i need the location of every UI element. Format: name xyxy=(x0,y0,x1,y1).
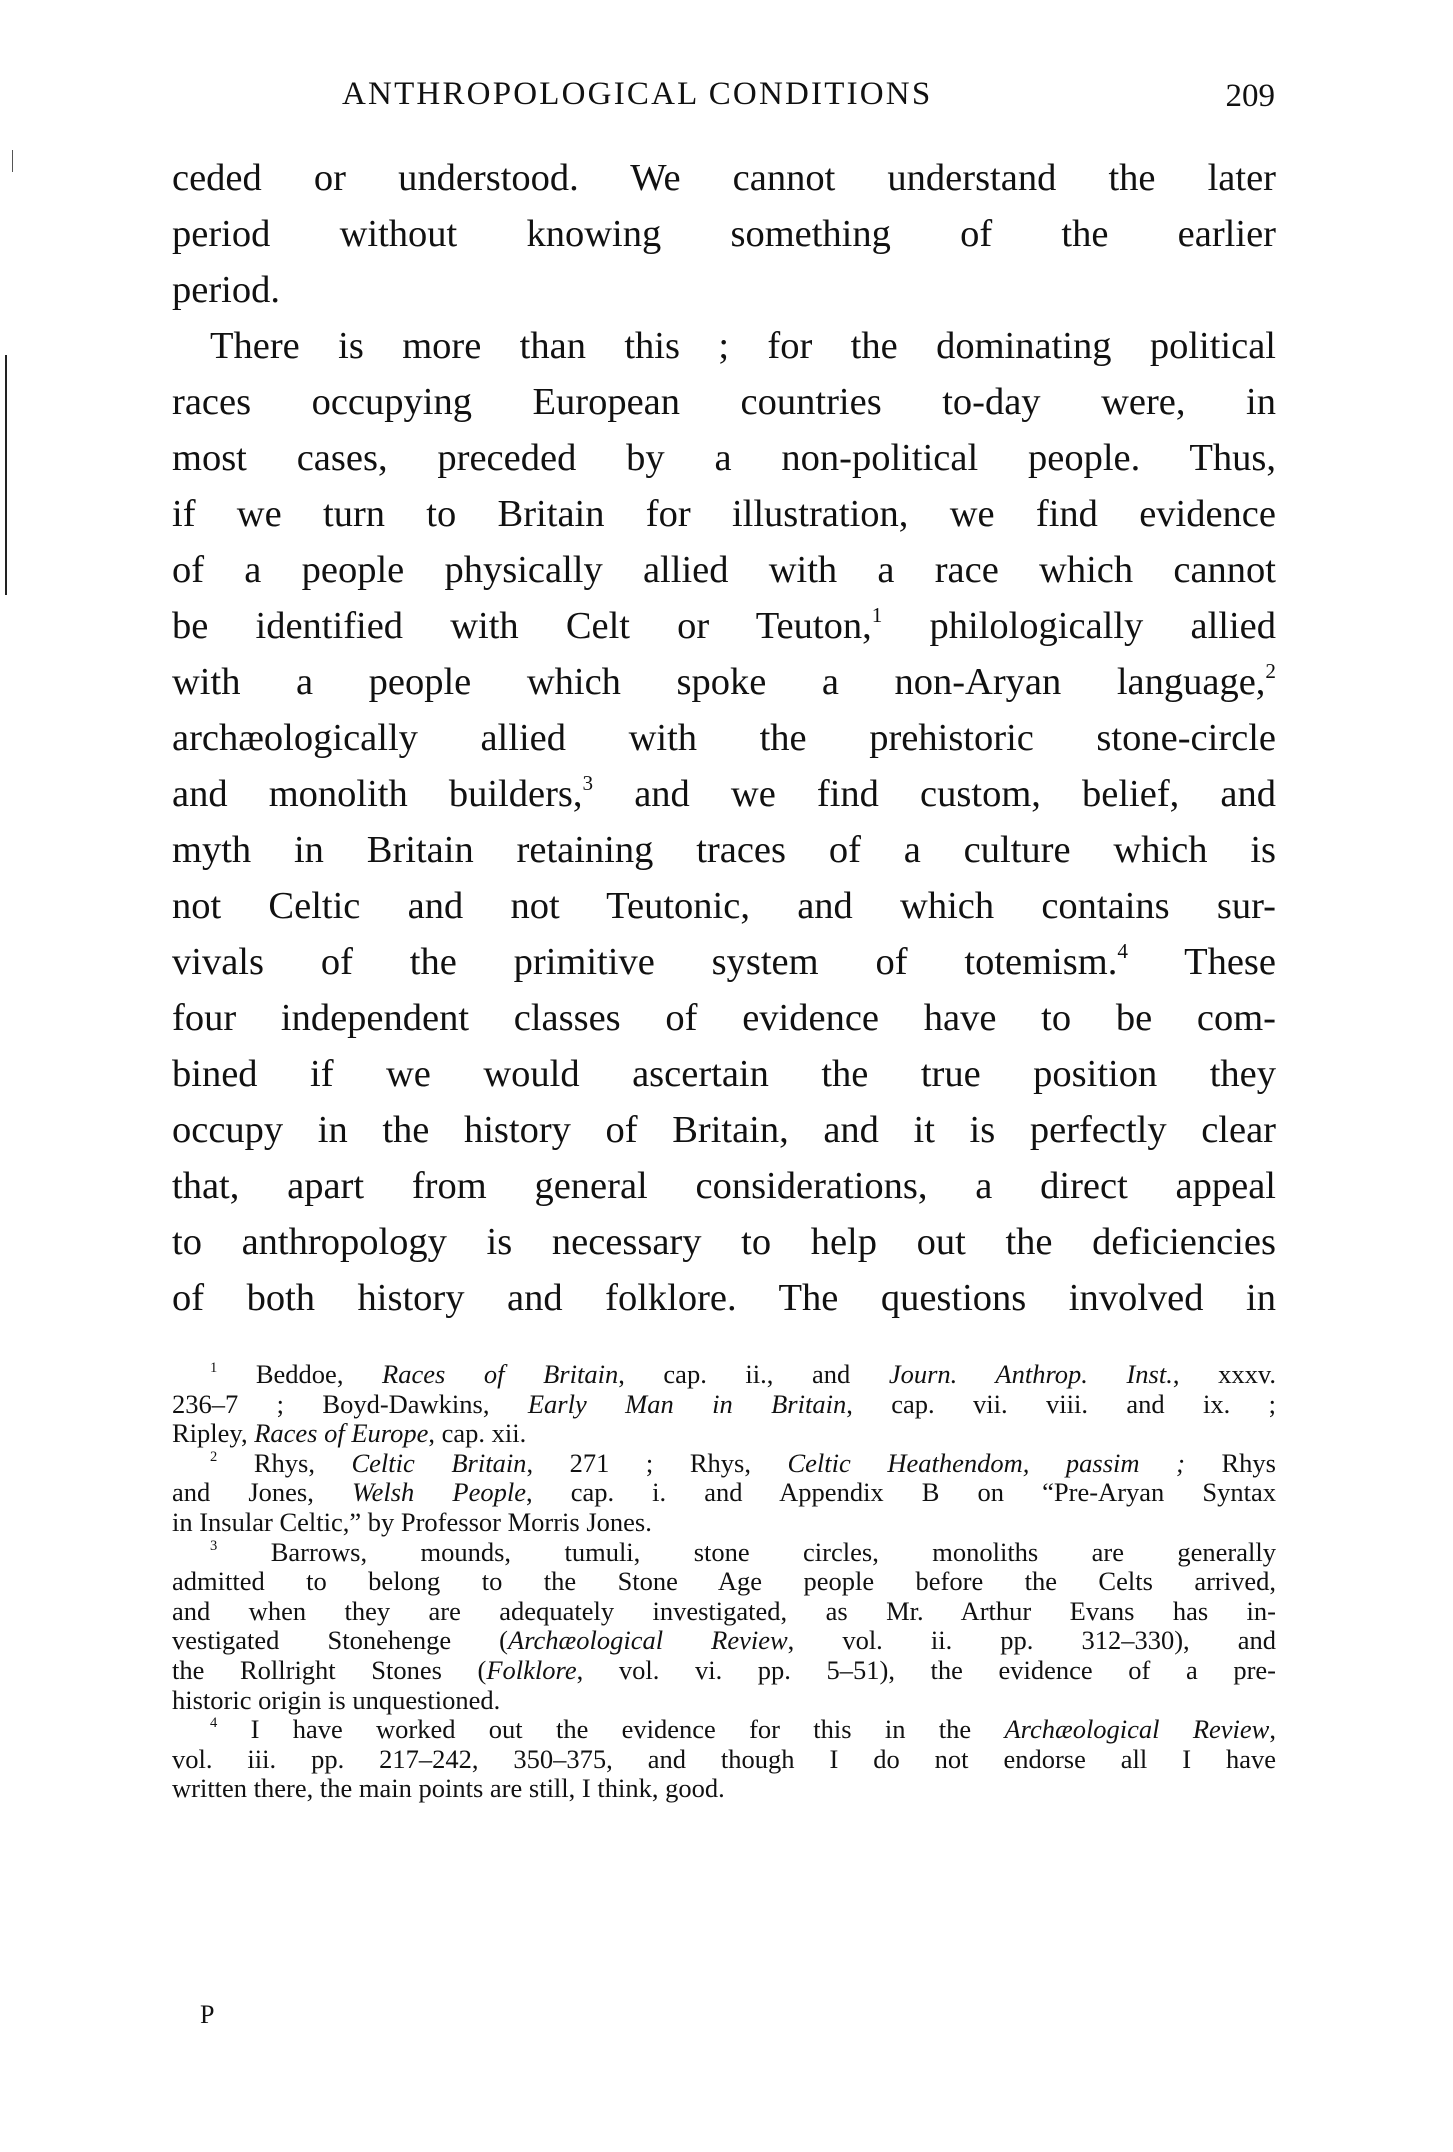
text-run: vestigated Stonehenge ( xyxy=(172,1625,509,1656)
text-run: vivals of the primitive system of totemism. xyxy=(172,941,1118,983)
text-run: Beddoe, xyxy=(217,1359,383,1389)
italic-title: Archæological Review xyxy=(508,1625,788,1656)
footnote-reference: 2 xyxy=(1265,659,1276,684)
text-run: period without knowing something of the earlier xyxy=(172,213,1276,255)
italic-title: Archæological Review xyxy=(1004,1714,1270,1745)
text-run: vol. iii. pp. 217–242, 350–375, and though I do not endorse all I have xyxy=(172,1743,1276,1774)
text-run: , xxxv. xyxy=(1172,1359,1276,1389)
text-run: archæologically allied with the prehistoric stone-circle xyxy=(172,717,1276,759)
text-run: These xyxy=(1127,941,1276,983)
text-run: written there, the main points are still, I think, good. xyxy=(172,1773,725,1804)
footnotes-line xyxy=(172,1360,1276,1390)
text-run: , 271 ; Rhys, xyxy=(526,1447,788,1478)
body-line xyxy=(172,206,1276,262)
text-run: that, apart from general considerations, a direct appeal xyxy=(172,1165,1276,1207)
text-run: be identified with Celt or Teuton, xyxy=(172,605,872,647)
text-run: , xyxy=(1269,1714,1276,1745)
text-run: period. xyxy=(172,269,280,311)
text-run: There is more than this ; for the dominating political xyxy=(210,325,1276,367)
footnote-reference: 3 xyxy=(582,771,594,796)
body-line xyxy=(172,542,1276,598)
text-run: not Celtic and not Teutonic, and which contains sur- xyxy=(172,885,1276,927)
text-run: , cap. xii. xyxy=(428,1418,527,1449)
body-line xyxy=(172,318,1276,374)
footnotes-line xyxy=(172,1597,1276,1627)
body-line xyxy=(172,822,1276,878)
text-run: most cases, preceded by a non-political people. Thus, xyxy=(172,437,1276,479)
signature-mark: P xyxy=(200,2000,215,2029)
footnotes-line xyxy=(172,1478,1276,1508)
text-run: , cap. vii. viii. and ix. ; xyxy=(846,1388,1276,1419)
italic-title: Celtic Britain xyxy=(351,1447,527,1478)
scan-artifact-line xyxy=(5,355,7,595)
italic-title: Celtic Heathendom, passim ; xyxy=(787,1447,1185,1478)
italic-title: Early Man in Britain xyxy=(527,1388,847,1419)
body-line xyxy=(172,150,1276,206)
body-line xyxy=(172,374,1276,430)
body-line xyxy=(172,1214,1276,1270)
body-line xyxy=(172,654,1276,710)
footnotes-line xyxy=(172,1656,1276,1686)
italic-title: Folklore xyxy=(486,1654,577,1685)
body-line xyxy=(172,710,1276,766)
text-run: Barrows, mounds, tumuli, stone circles, monoliths are generally xyxy=(217,1536,1276,1567)
text-run: in Insular Celtic,” by Professor Morris Jones. xyxy=(172,1506,652,1537)
text-run: , vol. vi. pp. 5–51), the evidence of a pre- xyxy=(576,1654,1276,1685)
footnote-reference: 2 xyxy=(210,1448,218,1465)
text-run: historic origin is unquestioned. xyxy=(172,1684,501,1715)
body-line xyxy=(172,990,1276,1046)
text-run: of both history and folklore. The questions involved in xyxy=(172,1277,1276,1319)
body-line xyxy=(172,878,1276,934)
footnote-reference: 3 xyxy=(210,1537,218,1554)
footnote-reference: 1 xyxy=(871,603,883,628)
text-run: philologically allied xyxy=(882,605,1276,647)
text-run: Rhys, xyxy=(217,1447,352,1478)
body-line xyxy=(172,598,1276,654)
footnotes-line xyxy=(172,1626,1276,1656)
text-run: and when they are adequately investigated, as Mr. Arthur Evans has in- xyxy=(172,1595,1276,1626)
footnotes-line xyxy=(172,1390,1276,1420)
footnote-reference: 4 xyxy=(1117,939,1128,964)
footnotes-line xyxy=(172,1774,1276,1804)
text-run: 236–7 ; Boyd-Dawkins, xyxy=(172,1388,528,1419)
footnotes-line xyxy=(172,1449,1276,1479)
body-line xyxy=(172,1270,1276,1326)
text-run: , cap. i. and Appendix B on “Pre-Aryan Syntax xyxy=(525,1477,1276,1508)
body-line xyxy=(172,1158,1276,1214)
text-run: occupy in the history of Britain, and it is perfectly clear xyxy=(172,1109,1276,1151)
text-run: and we find custom, belief, and xyxy=(593,773,1276,815)
footnotes-line xyxy=(172,1745,1276,1775)
text-run: Rhys xyxy=(1184,1447,1276,1478)
body-line xyxy=(172,430,1276,486)
text-run: I have worked out the evidence for this in the xyxy=(217,1714,1005,1745)
footnote-reference: 4 xyxy=(210,1715,218,1732)
italic-title: Journ. Anthrop. Inst. xyxy=(888,1359,1173,1389)
footnotes-line xyxy=(172,1508,1276,1538)
text-run: and Jones, xyxy=(172,1477,352,1508)
footnote-reference: 1 xyxy=(210,1360,218,1377)
running-title: ANTHROPOLOGICAL CONDITIONS xyxy=(342,76,933,112)
footnotes-line xyxy=(172,1715,1276,1745)
text-run: myth in Britain retaining traces of a culture which is xyxy=(172,829,1276,871)
body-line xyxy=(172,1102,1276,1158)
text-run: ceded or understood. We cannot understand the later xyxy=(172,157,1276,199)
text-run: bined if we would ascertain the true position they xyxy=(172,1053,1276,1095)
footnotes xyxy=(172,1360,1276,1804)
text-run: if we turn to Britain for illustration, we find evidence xyxy=(172,493,1276,535)
italic-title: Welsh People xyxy=(351,1477,526,1508)
text-run: , cap. ii., and xyxy=(618,1359,889,1389)
text-run: , vol. ii. pp. 312–330), and xyxy=(787,1625,1276,1656)
text-run: and monolith builders, xyxy=(172,773,583,815)
body-line xyxy=(172,486,1276,542)
text-run: races occupying European countries to-day were, in xyxy=(172,381,1276,423)
text-run: four independent classes of evidence have to be com- xyxy=(172,997,1276,1039)
running-head xyxy=(172,76,1275,126)
text-run: admitted to belong to the Stone Age people before the Celts arrived, xyxy=(172,1566,1276,1597)
footnotes-line xyxy=(172,1567,1276,1597)
body-line xyxy=(172,934,1276,990)
scan-artifact-dots xyxy=(12,150,13,172)
body-line xyxy=(172,262,1276,318)
text-run: Ripley, xyxy=(172,1418,255,1449)
page-number: 209 xyxy=(1225,78,1275,114)
italic-title: Races of Britain xyxy=(382,1359,619,1389)
text-run: with a people which spoke a non-Aryan language, xyxy=(172,661,1266,703)
footnotes-line xyxy=(172,1538,1276,1568)
body-line xyxy=(172,1046,1276,1102)
text-run: the Rollright Stones ( xyxy=(172,1654,487,1685)
body-text xyxy=(172,150,1276,1326)
text-run: to anthropology is necessary to help out the deficiencies xyxy=(172,1221,1276,1263)
italic-title: Races of Europe xyxy=(254,1418,429,1449)
text-run: of a people physically allied with a race which cannot xyxy=(172,549,1276,591)
footnotes-line xyxy=(172,1419,1276,1449)
body-line xyxy=(172,766,1276,822)
footnotes-line xyxy=(172,1686,1276,1716)
